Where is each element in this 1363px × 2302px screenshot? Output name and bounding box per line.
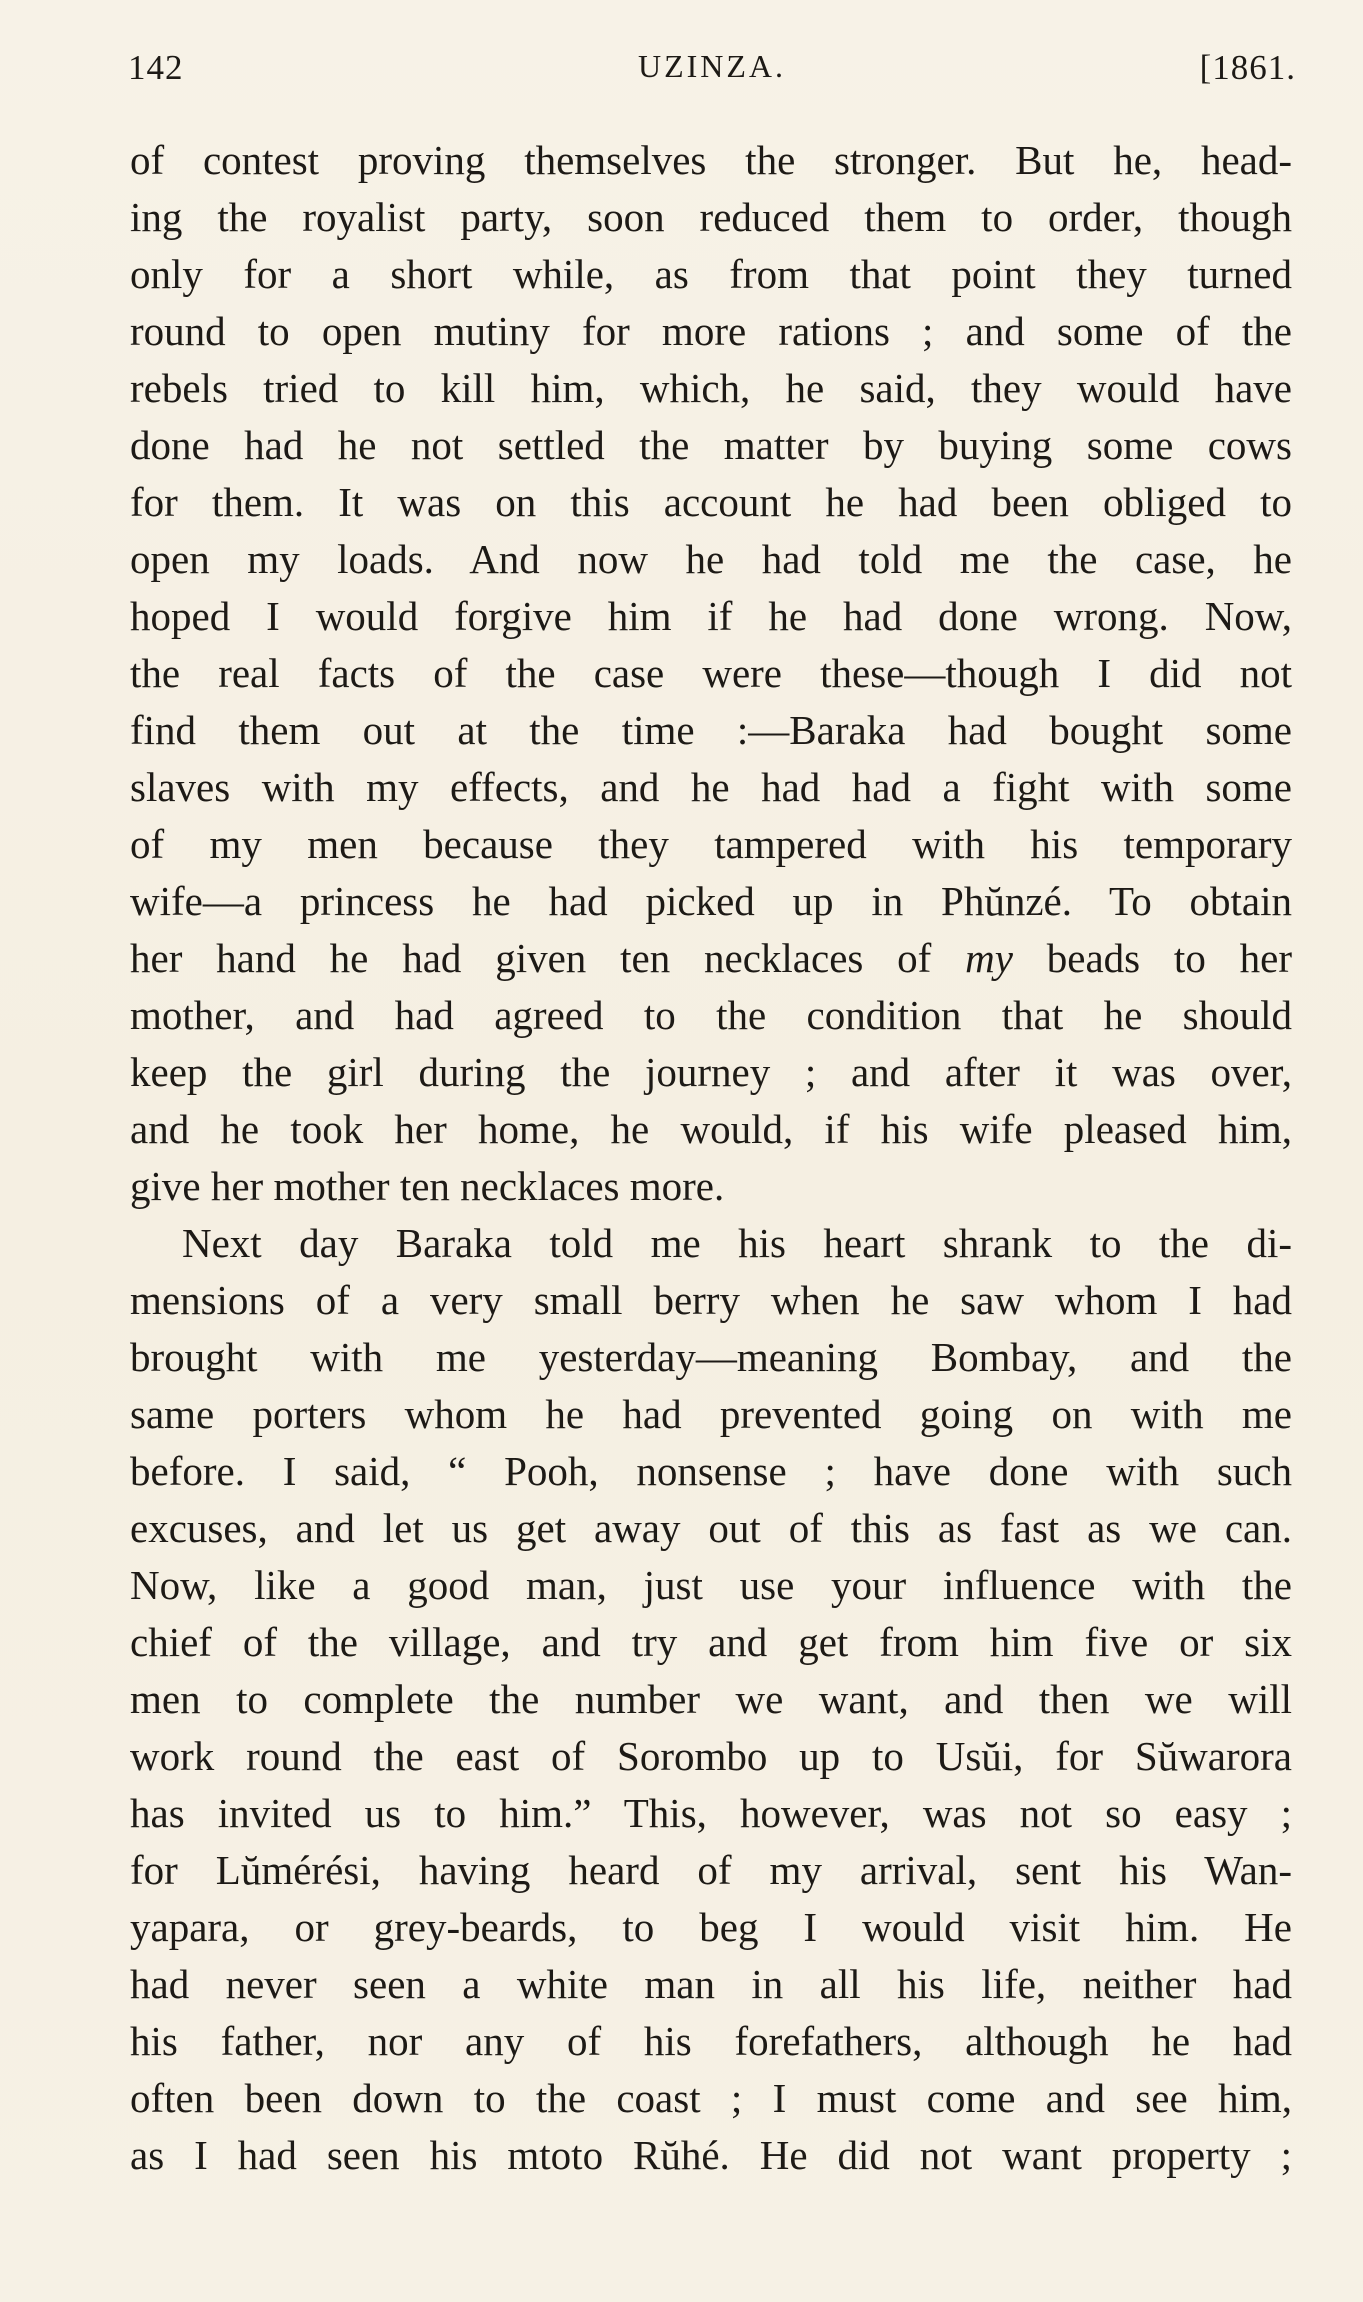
text-line: men to complete the number we want, and then we will bbox=[130, 1676, 1292, 1722]
text-line: done had he not settled the matter by buying some cows bbox=[130, 422, 1292, 468]
text-line: for them. It was on this account he had been obliged to bbox=[130, 479, 1292, 525]
text-line: of my men because they tampered with his temporary bbox=[130, 821, 1292, 867]
text-line: and he took her home, he would, if his wife pleased him, bbox=[130, 1106, 1292, 1152]
text-line: open my loads. And now he had told me the case, he bbox=[130, 536, 1292, 582]
text-line: chief of the village, and try and get from him five or six bbox=[130, 1619, 1292, 1665]
text-line: his father, nor any of his forefathers, although he had bbox=[130, 2018, 1292, 2064]
text-line: round to open mutiny for more rations ; and some of the bbox=[130, 308, 1292, 354]
italic-word: my bbox=[965, 935, 1013, 981]
text-line: only for a short while, as from that point they turned bbox=[130, 251, 1292, 297]
text-line bbox=[130, 930, 1292, 987]
running-title: UZINZA. bbox=[637, 48, 787, 84]
text-line: has invited us to him.” This, however, was not so easy ; bbox=[130, 1790, 1292, 1836]
running-year: [1861. bbox=[1199, 48, 1296, 87]
text-line: of contest proving themselves the stronger. But he, head- bbox=[130, 137, 1292, 183]
text-line: before. I said, “ Pooh, nonsense ; have done with such bbox=[130, 1448, 1292, 1494]
text-line: slaves with my effects, and he had had a fight with some bbox=[130, 764, 1292, 810]
text-line: give her mother ten necklaces more. bbox=[130, 1163, 725, 1209]
text-line: keep the girl during the journey ; and after it was over, bbox=[130, 1049, 1292, 1095]
text-line: mensions of a very small berry when he saw whom I had bbox=[130, 1277, 1292, 1323]
text-line: excuses, and let us get away out of this as fast as we can. bbox=[130, 1505, 1292, 1551]
text-run: beads to her bbox=[1012, 935, 1292, 981]
text-line: Now, like a good man, just use your influence with the bbox=[130, 1562, 1292, 1608]
text-line: rebels tried to kill him, which, he said, they would have bbox=[130, 365, 1292, 411]
text-line: for Lŭmérési, having heard of my arrival, sent his Wan- bbox=[130, 1847, 1292, 1893]
text-line: work round the east of Sorombo up to Usŭi, for Sŭwarora bbox=[130, 1733, 1292, 1779]
body-text bbox=[130, 132, 1292, 2184]
text-line: find them out at the time :—Baraka had bought some bbox=[130, 707, 1292, 753]
text-line: as I had seen his mtoto Rŭhé. He did not want property ; bbox=[130, 2132, 1292, 2178]
text-line: wife—a princess he had picked up in Phŭnzé. To obtain bbox=[130, 878, 1292, 924]
text-line: Next day Baraka told me his heart shrank to the di- bbox=[182, 1220, 1292, 1266]
text-line: the real facts of the case were these—though I did not bbox=[130, 650, 1292, 696]
text-line: mother, and had agreed to the condition that he should bbox=[130, 992, 1292, 1038]
running-head bbox=[128, 48, 1296, 92]
text-line: same porters whom he had prevented going on with me bbox=[130, 1391, 1292, 1437]
text-line: ing the royalist party, soon reduced them to order, though bbox=[130, 194, 1292, 240]
text-line: had never seen a white man in all his life, neither had bbox=[130, 1961, 1292, 2007]
text-line: brought with me yesterday—meaning Bombay, and the bbox=[130, 1334, 1292, 1380]
page-number: 142 bbox=[128, 48, 184, 87]
text-line: yapara, or grey-beards, to beg I would visit him. He bbox=[130, 1904, 1292, 1950]
text-line: often been down to the coast ; I must come and see him, bbox=[130, 2075, 1292, 2121]
text-run: her hand he had given ten necklaces of bbox=[130, 935, 966, 981]
text-line: hoped I would forgive him if he had done wrong. Now, bbox=[130, 593, 1292, 639]
